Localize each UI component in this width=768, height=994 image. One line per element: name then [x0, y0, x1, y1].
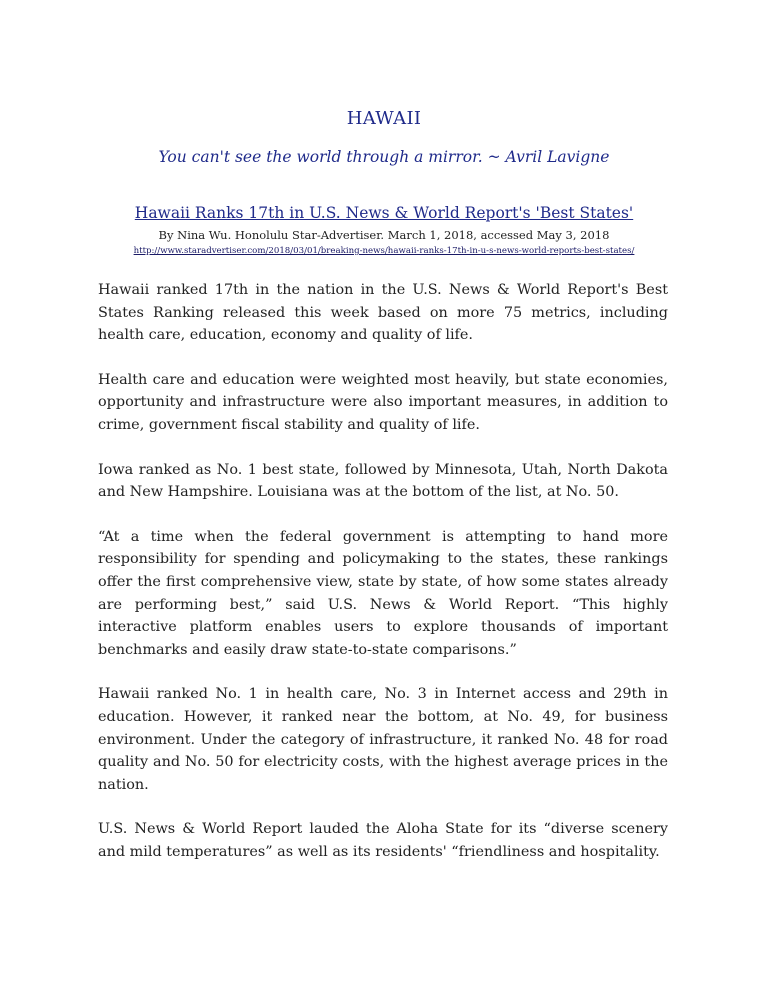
paragraph: “At a time when the federal government is attempting to hand more responsibility for spending and policymaking to the states, these rankings offer the first comprehensive view, state by state, of how some states already are performing best,” said U.S. News & World Report. “This highly interactive platform enables users to explore thousands of important benchmarks and easily draw state-to-state comparisons.”	[98, 528, 668, 658]
source-url-link[interactable]: http://www.staradvertiser.com/2018/03/01/breaking-news/hawaii-ranks-17th-in-u-s-news-world-reports-best-states/	[133, 246, 635, 256]
article-byline: By Nina Wu. Honolulu Star-Advertiser. March 1, 2018, accessed May 3, 2018	[158, 228, 610, 242]
paragraph: U.S. News & World Report lauded the Aloha State for its “diverse scenery and mild temperatures” as well as its residents' “friendliness and hospitality.	[98, 821, 668, 860]
paragraph: Iowa ranked as No. 1 best state, followed by Minnesota, Utah, North Dakota and New Hampshire. Louisiana was at the bottom of the list, at No. 50.	[98, 461, 668, 501]
paragraph: Hawaii ranked 17th in the nation in the U.S. News & World Report's Best States Ranking released this week based on more 75 metrics, including health care, education, economy and quality of life.	[98, 282, 668, 344]
epigraph-quote: You can't see the world through a mirror. ~ Avril Lavigne	[158, 148, 610, 166]
paragraph: Health care and education were weighted most heavily, but state economies, opportunity and infrastructure were also important measures, in addition to crime, government fiscal stability and quality of life.	[98, 371, 668, 433]
article-body	[98, 279, 668, 885]
article-title-link[interactable]: Hawaii Ranks 17th in U.S. News & World Report's 'Best States'	[134, 204, 634, 222]
paragraph: Hawaii ranked No. 1 in health care, No. 3 in Internet access and 29th in education. However, it ranked near the bottom, at No. 49, for business environment. Under the category of infrastructure, it ranked No. 48 for road quality and No. 50 for electricity costs, with the highest average prices in the nation.	[98, 686, 668, 793]
page-title: HAWAII	[346, 108, 422, 129]
